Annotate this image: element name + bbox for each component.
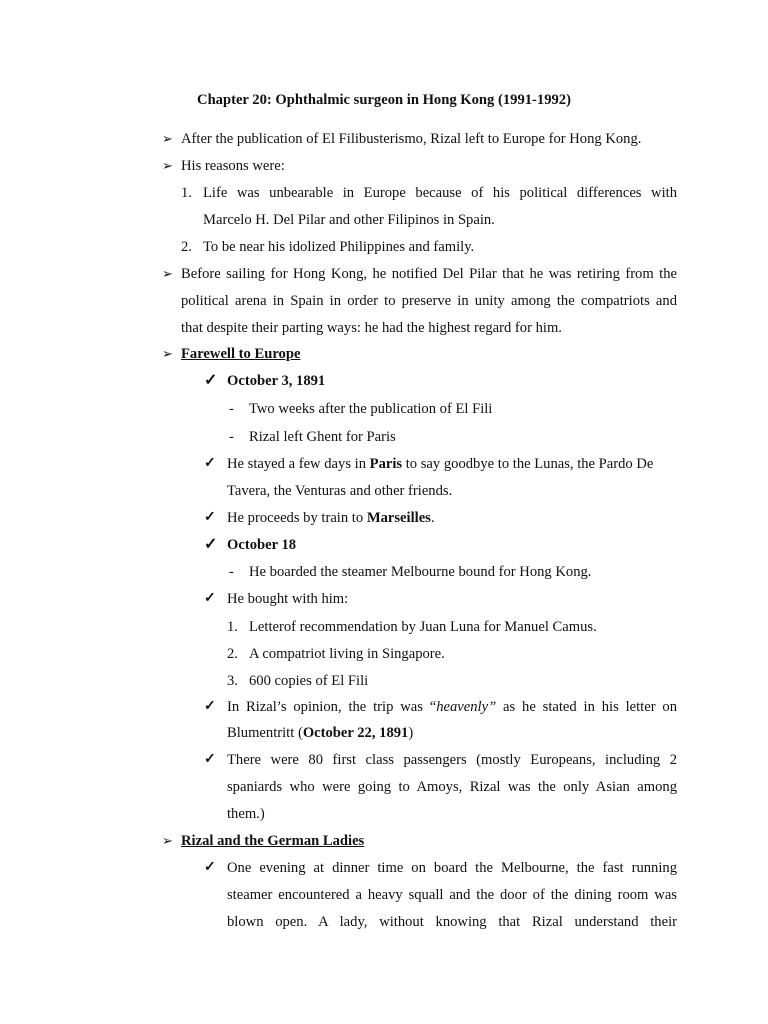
opinion-italic: heavenly” — [436, 699, 497, 715]
opinion-line2-post: ) — [408, 725, 414, 741]
list-item: A compatriot living in Singapore. — [249, 646, 445, 662]
dash-bullet: - — [229, 429, 234, 445]
date-october-18: October 18 — [227, 537, 297, 553]
checkmark-icon: ✓ — [204, 536, 218, 553]
arrow-bullet-icon: ➢ — [162, 158, 173, 173]
checkmark-icon: ✓ — [204, 752, 216, 767]
intro-item: After the publication of El Filibusterismo, Rizal left to Europe for Hong Kong. — [181, 131, 642, 147]
paris-text-line2: Tavera, the Venturas and other friends. — [227, 483, 453, 499]
list-item: Letterof recommendation by Juan Luna for Manuel Camus. — [249, 619, 597, 635]
paris-text — [227, 454, 653, 474]
opinion-line2-bold: October 22, 1891 — [302, 725, 409, 741]
opinion-line2-pre: Blumentritt ( — [227, 725, 303, 741]
arrow-bullet-icon: ➢ — [162, 131, 173, 146]
arrow-bullet-icon: ➢ — [162, 833, 173, 848]
sub-item: Rizal left Ghent for Paris — [249, 429, 396, 445]
list-item: 600 copies of El Fili — [249, 673, 369, 689]
passengers-text: them.) — [227, 806, 265, 822]
german-text: blown open. A lady, without knowing that Rizal understand their — [227, 914, 677, 930]
chapter-title: Chapter 20: Ophthalmic surgeon in Hong Kong (1991-1992) — [197, 92, 571, 108]
list-number: 1. — [227, 619, 238, 635]
bought-text: He bought with him: — [227, 591, 349, 607]
dash-bullet: - — [229, 564, 234, 580]
reason-number: 2. — [181, 239, 192, 255]
passengers-text: spaniards who were going to Amoys, Rizal was the only Asian among — [227, 779, 677, 795]
opinion-text-line2 — [227, 723, 413, 743]
date-october-3: October 3, 1891 — [227, 373, 326, 389]
marseilles-text-pre: He proceeds by train to — [227, 510, 364, 526]
sub-item: He boarded the steamer Melbourne bound for Hong Kong. — [249, 564, 592, 580]
sailing-text: that despite their parting ways: he had the highest regard for him. — [181, 320, 562, 336]
arrow-bullet-icon: ➢ — [162, 346, 173, 361]
reason-text: Marcelo H. Del Pilar and other Filipinos in Spain. — [203, 212, 495, 228]
checkmark-icon: ✓ — [204, 860, 216, 875]
checkmark-icon: ✓ — [204, 372, 218, 389]
marseilles-bold: Marseilles — [366, 510, 431, 526]
reason-number: 1. — [181, 185, 192, 201]
opinion-text-post: as he stated in his letter on — [503, 699, 677, 715]
paris-text-post: to say goodbye to the Lunas, the Pardo De — [405, 456, 654, 472]
checkmark-icon: ✓ — [204, 591, 216, 606]
opinion-text — [227, 697, 677, 717]
paris-text-pre: He stayed a few days in — [227, 456, 366, 472]
reason-text: To be near his idolized Philippines and family. — [203, 239, 475, 255]
sailing-text: Before sailing for Hong Kong, he notified Del Pilar that he was retiring from the — [181, 266, 677, 282]
sub-item: Two weeks after the publication of El Fili — [249, 401, 493, 417]
marseilles-text — [227, 508, 435, 528]
intro-item: His reasons were: — [181, 158, 285, 174]
list-number: 3. — [227, 673, 238, 689]
section-heading-farewell: Farewell to Europe — [181, 346, 301, 362]
paris-bold: Paris — [369, 456, 403, 472]
checkmark-icon: ✓ — [204, 510, 216, 525]
checkmark-icon: ✓ — [204, 699, 216, 714]
sailing-text: political arena in Spain in order to preserve in unity among the compatriots and — [181, 293, 677, 309]
marseilles-text-post: . — [430, 510, 435, 526]
german-text: steamer encountered a heavy squall and the door of the dining room was — [227, 887, 677, 903]
dash-bullet: - — [229, 401, 234, 417]
reason-text: Life was unbearable in Europe because of his political differences with — [203, 185, 677, 201]
section-heading-german-ladies: Rizal and the German Ladies — [181, 833, 365, 849]
opinion-text-pre: In Rizal’s opinion, the trip was “ — [227, 699, 437, 715]
list-number: 2. — [227, 646, 238, 662]
passengers-text: There were 80 first class passengers (mostly Europeans, including 2 — [227, 752, 677, 768]
arrow-bullet-icon: ➢ — [162, 266, 173, 281]
german-text: One evening at dinner time on board the Melbourne, the fast running — [227, 860, 677, 876]
checkmark-icon: ✓ — [204, 456, 216, 471]
